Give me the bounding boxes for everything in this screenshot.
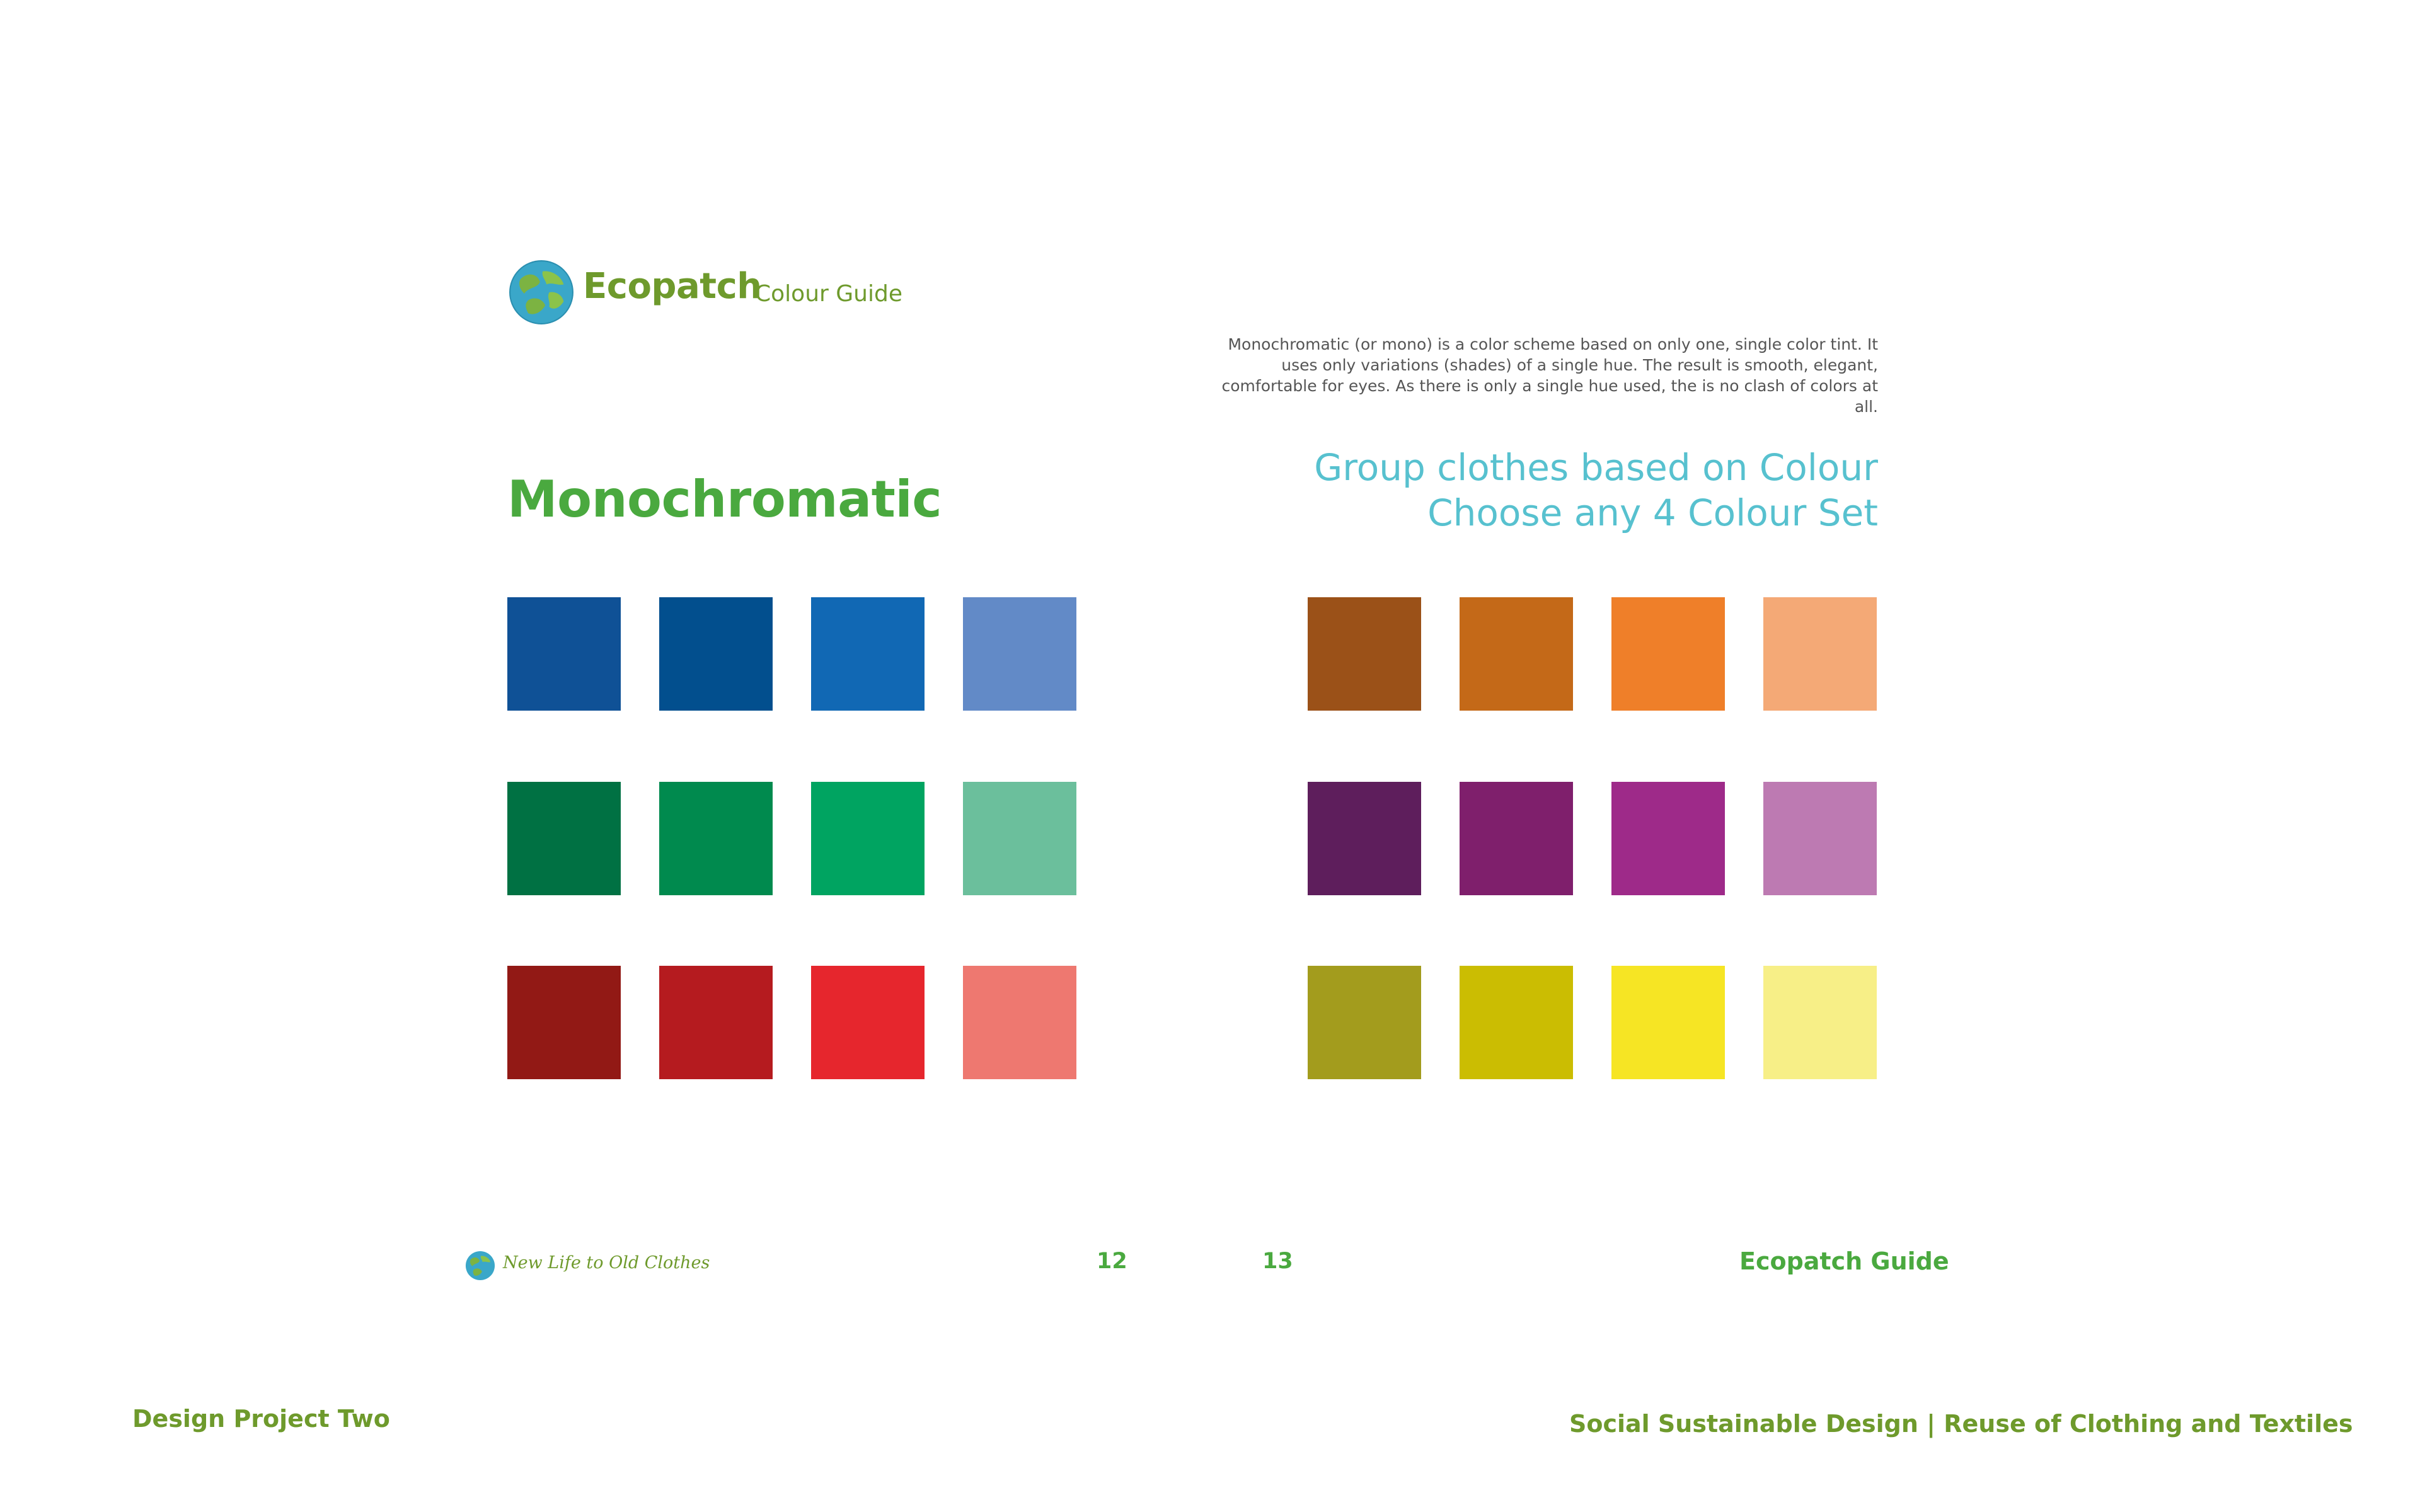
colour-swatch-left-r2-c1 bbox=[507, 782, 621, 895]
colour-swatch-right-r2-c2 bbox=[1460, 782, 1573, 895]
instruction-line-1: Group clothes based on Colour bbox=[1314, 446, 1878, 489]
colour-swatch-left-r1-c3 bbox=[811, 597, 925, 711]
footer-globe-icon bbox=[465, 1251, 495, 1281]
colour-swatch-right-r1-c4 bbox=[1763, 597, 1877, 711]
footer-tagline: New Life to Old Clothes bbox=[503, 1253, 710, 1273]
colour-swatch-right-r3-c3 bbox=[1611, 966, 1725, 1079]
page-number-right: 13 bbox=[1262, 1249, 1293, 1274]
course-label: Social Sustainable Design | Reuse of Clothing and Textiles bbox=[1569, 1410, 2353, 1438]
colour-swatch-left-r3-c2 bbox=[659, 966, 773, 1079]
colour-swatch-left-r2-c3 bbox=[811, 782, 925, 895]
colour-swatch-right-r2-c3 bbox=[1611, 782, 1725, 895]
colour-swatch-right-r2-c1 bbox=[1308, 782, 1421, 895]
footer-guide-title: Ecopatch Guide bbox=[1739, 1247, 1949, 1275]
colour-swatch-right-r3-c1 bbox=[1308, 966, 1421, 1079]
colour-swatch-left-r1-c1 bbox=[507, 597, 621, 711]
colour-swatch-right-r1-c3 bbox=[1611, 597, 1725, 711]
page-number-left: 12 bbox=[1097, 1249, 1127, 1274]
page-heading: Monochromatic bbox=[507, 470, 942, 529]
ecopatch-globe-logo-icon bbox=[509, 260, 574, 325]
colour-swatch-right-r1-c2 bbox=[1460, 597, 1573, 711]
colour-swatch-left-r2-c4 bbox=[963, 782, 1076, 895]
colour-swatch-right-r1-c1 bbox=[1308, 597, 1421, 711]
brand-name: Ecopatch bbox=[583, 266, 762, 307]
colour-swatch-left-r2-c2 bbox=[659, 782, 773, 895]
instruction-line-2: Choose any 4 Colour Set bbox=[1427, 491, 1878, 534]
colour-swatch-left-r3-c4 bbox=[963, 966, 1076, 1079]
colour-swatch-right-r2-c4 bbox=[1763, 782, 1877, 895]
project-label: Design Project Two bbox=[132, 1405, 390, 1433]
colour-swatch-left-r1-c4 bbox=[963, 597, 1076, 711]
brand-subtitle: Colour Guide bbox=[755, 281, 902, 307]
colour-swatch-right-r3-c2 bbox=[1460, 966, 1573, 1079]
colour-swatch-right-r3-c4 bbox=[1763, 966, 1877, 1079]
colour-swatch-left-r3-c3 bbox=[811, 966, 925, 1079]
colour-swatch-left-r1-c2 bbox=[659, 597, 773, 711]
colour-swatch-left-r3-c1 bbox=[507, 966, 621, 1079]
instruction-text bbox=[1197, 445, 1878, 536]
scheme-description: Monochromatic (or mono) is a color scheme based on only one, single color tint. It uses only variations (shades) of a single hue. The result is smooth, elegant, comfortable for eyes. As there is only a single hue used, the is no clash of colors at all. bbox=[1221, 335, 1878, 416]
